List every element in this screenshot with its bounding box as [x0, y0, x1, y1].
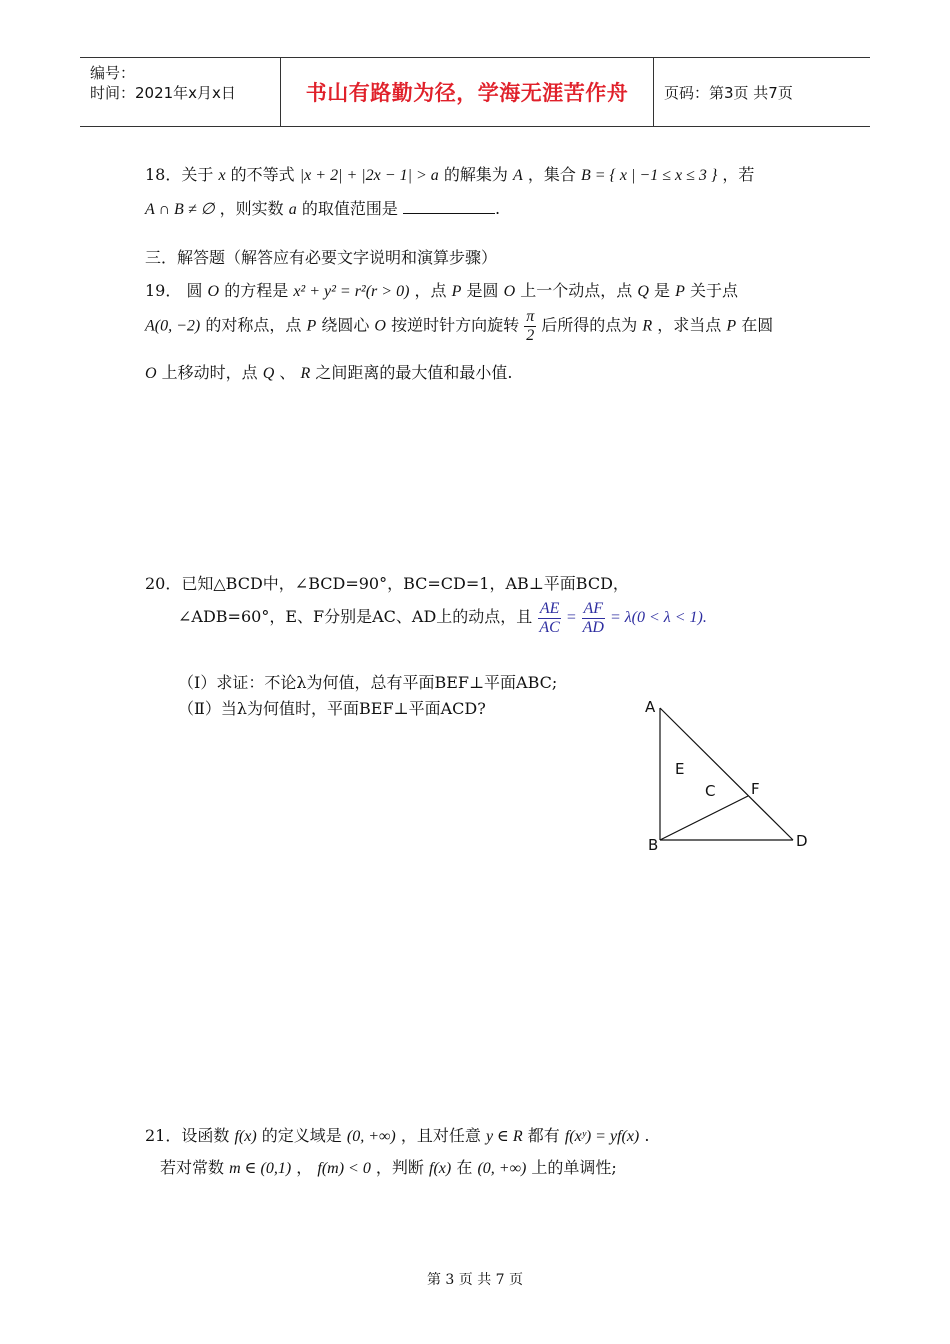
fraction-ae-ac [537, 600, 561, 636]
q19-text: 的对称点，点 [205, 315, 302, 335]
q19-line2 [145, 308, 773, 344]
header-motto-cell [281, 58, 654, 126]
q18-condition: A ∩ B ≠ ∅ [145, 201, 215, 218]
q19-point-A: A(0, −2) [145, 317, 201, 335]
fraction-numerator: π [526, 308, 535, 325]
q19-var-P: P [726, 317, 737, 335]
time-label: 时间：2021年x月x日 [90, 84, 236, 102]
q18-line1 [145, 162, 754, 185]
q19-var-Q: Q [637, 283, 649, 300]
q21-text: 的定义域是 [261, 1126, 342, 1145]
number-label: 编号： [90, 64, 136, 82]
q19-text: 绕圆心 [321, 315, 370, 335]
section-heading: 三．解答题（解答应有必要文字说明和演算步骤） [145, 248, 498, 267]
q18-text: 的不等式 [230, 165, 295, 184]
q19-var-P: P [306, 317, 317, 335]
q21-line2 [160, 1155, 617, 1178]
q18-text: 的解集为 [443, 165, 508, 184]
q19-text: 按逆时针方向旋转 [391, 315, 520, 335]
page-header [80, 57, 870, 127]
q19-var-Q: Q [262, 365, 275, 382]
q18-text: ，若 [722, 165, 755, 184]
q21-y-in-R: y ∈ R [485, 1128, 523, 1145]
q19-text: 19． 圆 [145, 281, 203, 300]
q20-part1: （Ⅰ）求证：不论λ为何值，总有平面BEF⊥平面ABC; [178, 673, 558, 692]
q21-domain: (0, +∞) [346, 1128, 396, 1145]
label-D: D [796, 832, 808, 850]
q21-constant-m: m ∈ (0,1) [229, 1160, 292, 1177]
fraction-denominator: AC [539, 618, 560, 636]
q18-var-a: a [288, 201, 297, 218]
equals-sign: = [565, 608, 577, 626]
fraction-af-ad [581, 600, 606, 636]
fraction-denominator: 2 [526, 326, 535, 344]
q19-var-O: O [145, 365, 157, 382]
q19-text: 是圆 [466, 281, 499, 300]
q18-set-A: A [512, 167, 523, 184]
q19-var-O: O [374, 317, 386, 335]
q21-text: 若对常数 [160, 1158, 225, 1177]
label-C: C [705, 782, 716, 800]
label-A: A [645, 698, 656, 716]
motto: 书山有路勤为径，学海无涯苦作舟 [305, 81, 629, 105]
edge-BF [660, 796, 748, 840]
q21-function: f(x) [429, 1160, 452, 1177]
q21-functional-equation: f(xʸ) = yf(x) [564, 1128, 640, 1145]
q18-inequality: |x + 2| + |2x − 1| > a [299, 167, 439, 184]
q18-text: 18．关于 [145, 165, 214, 184]
q18-text: 的取值范围是 [301, 199, 398, 218]
q21-line1 [145, 1123, 649, 1146]
label-E: E [675, 760, 685, 778]
q19-var-P: P [451, 283, 462, 300]
q21-text: 上的单调性; [531, 1158, 617, 1177]
q21-text: . [644, 1126, 650, 1145]
q19-text: 上一个动点，点 [520, 281, 633, 300]
answer-blank[interactable] [403, 199, 495, 214]
q20-line1: 20．已知△BCD中，∠BCD=90°，BC=CD=1，AB⊥平面BCD， [145, 574, 629, 593]
q20-ratio [537, 600, 707, 636]
q19-line1 [145, 278, 738, 301]
page-footer: 第 3 页 共 7 页 [426, 1272, 524, 1288]
q19-text: 、 [279, 363, 296, 382]
pi-over-2-fraction [524, 308, 536, 344]
q19-var-P: P [675, 283, 685, 300]
q18-text: ，集合 [527, 165, 576, 184]
q19-var-O: O [207, 283, 220, 300]
q18-text: ，则实数 [219, 199, 284, 218]
q19-var-R: R [642, 317, 653, 335]
q19-text: 上移动时，点 [161, 363, 258, 382]
q19-text: 之间距离的最大值和最小值. [315, 363, 513, 382]
q19-text: ，求当点 [657, 315, 722, 335]
q18-set-B: B = { x | −1 ≤ x ≤ 3 } [580, 167, 718, 184]
q19-line3 [145, 360, 513, 383]
q21-domain: (0, +∞) [477, 1160, 527, 1177]
page-info: 页码：第3页 共7页 [664, 83, 793, 102]
q20-line2 [178, 600, 707, 636]
q21-text: ，且对任意 [400, 1126, 481, 1145]
lambda-condition: = λ(0 < λ < 1). [609, 608, 707, 626]
label-F: F [751, 780, 760, 798]
q19-var-O: O [503, 283, 516, 300]
q19-text: 是 [654, 281, 671, 300]
header-meta [80, 58, 281, 126]
q19-var-R: R [300, 365, 311, 382]
q19-text: ，点 [414, 281, 447, 300]
q21-fm-condition: f(m) < 0 [317, 1160, 371, 1177]
q20-part2: （Ⅱ）当λ为何值时，平面BEF⊥平面ACD? [178, 699, 486, 718]
fraction-numerator: AE [539, 600, 560, 617]
q21-function: f(x) [234, 1128, 257, 1145]
q19-text: 在圆 [741, 315, 774, 335]
q19-text: 后所得的点为 [541, 315, 638, 335]
q21-text: 都有 [527, 1126, 560, 1145]
fraction-denominator: AD [582, 618, 604, 636]
q21-text: ， [296, 1158, 313, 1177]
q18-text: . [494, 199, 501, 218]
label-B: B [648, 836, 659, 854]
fraction-numerator: AF [583, 600, 604, 617]
q21-text: 在 [456, 1158, 473, 1177]
triangle-figure [630, 690, 830, 860]
q18-var-x: x [218, 167, 226, 184]
q19-text: 关于点 [690, 281, 739, 300]
header-page-cell [654, 58, 870, 126]
q19-equation: x² + y² = r²(r > 0) [293, 283, 410, 300]
q19-text: 的方程是 [224, 281, 289, 300]
q18-line2 [145, 196, 500, 219]
q21-text: ，判断 [375, 1158, 424, 1177]
q21-text: 21．设函数 [145, 1126, 230, 1145]
q20-text: ∠ADB=60°，E、F分别是AC、AD上的动点，且 [178, 606, 533, 626]
